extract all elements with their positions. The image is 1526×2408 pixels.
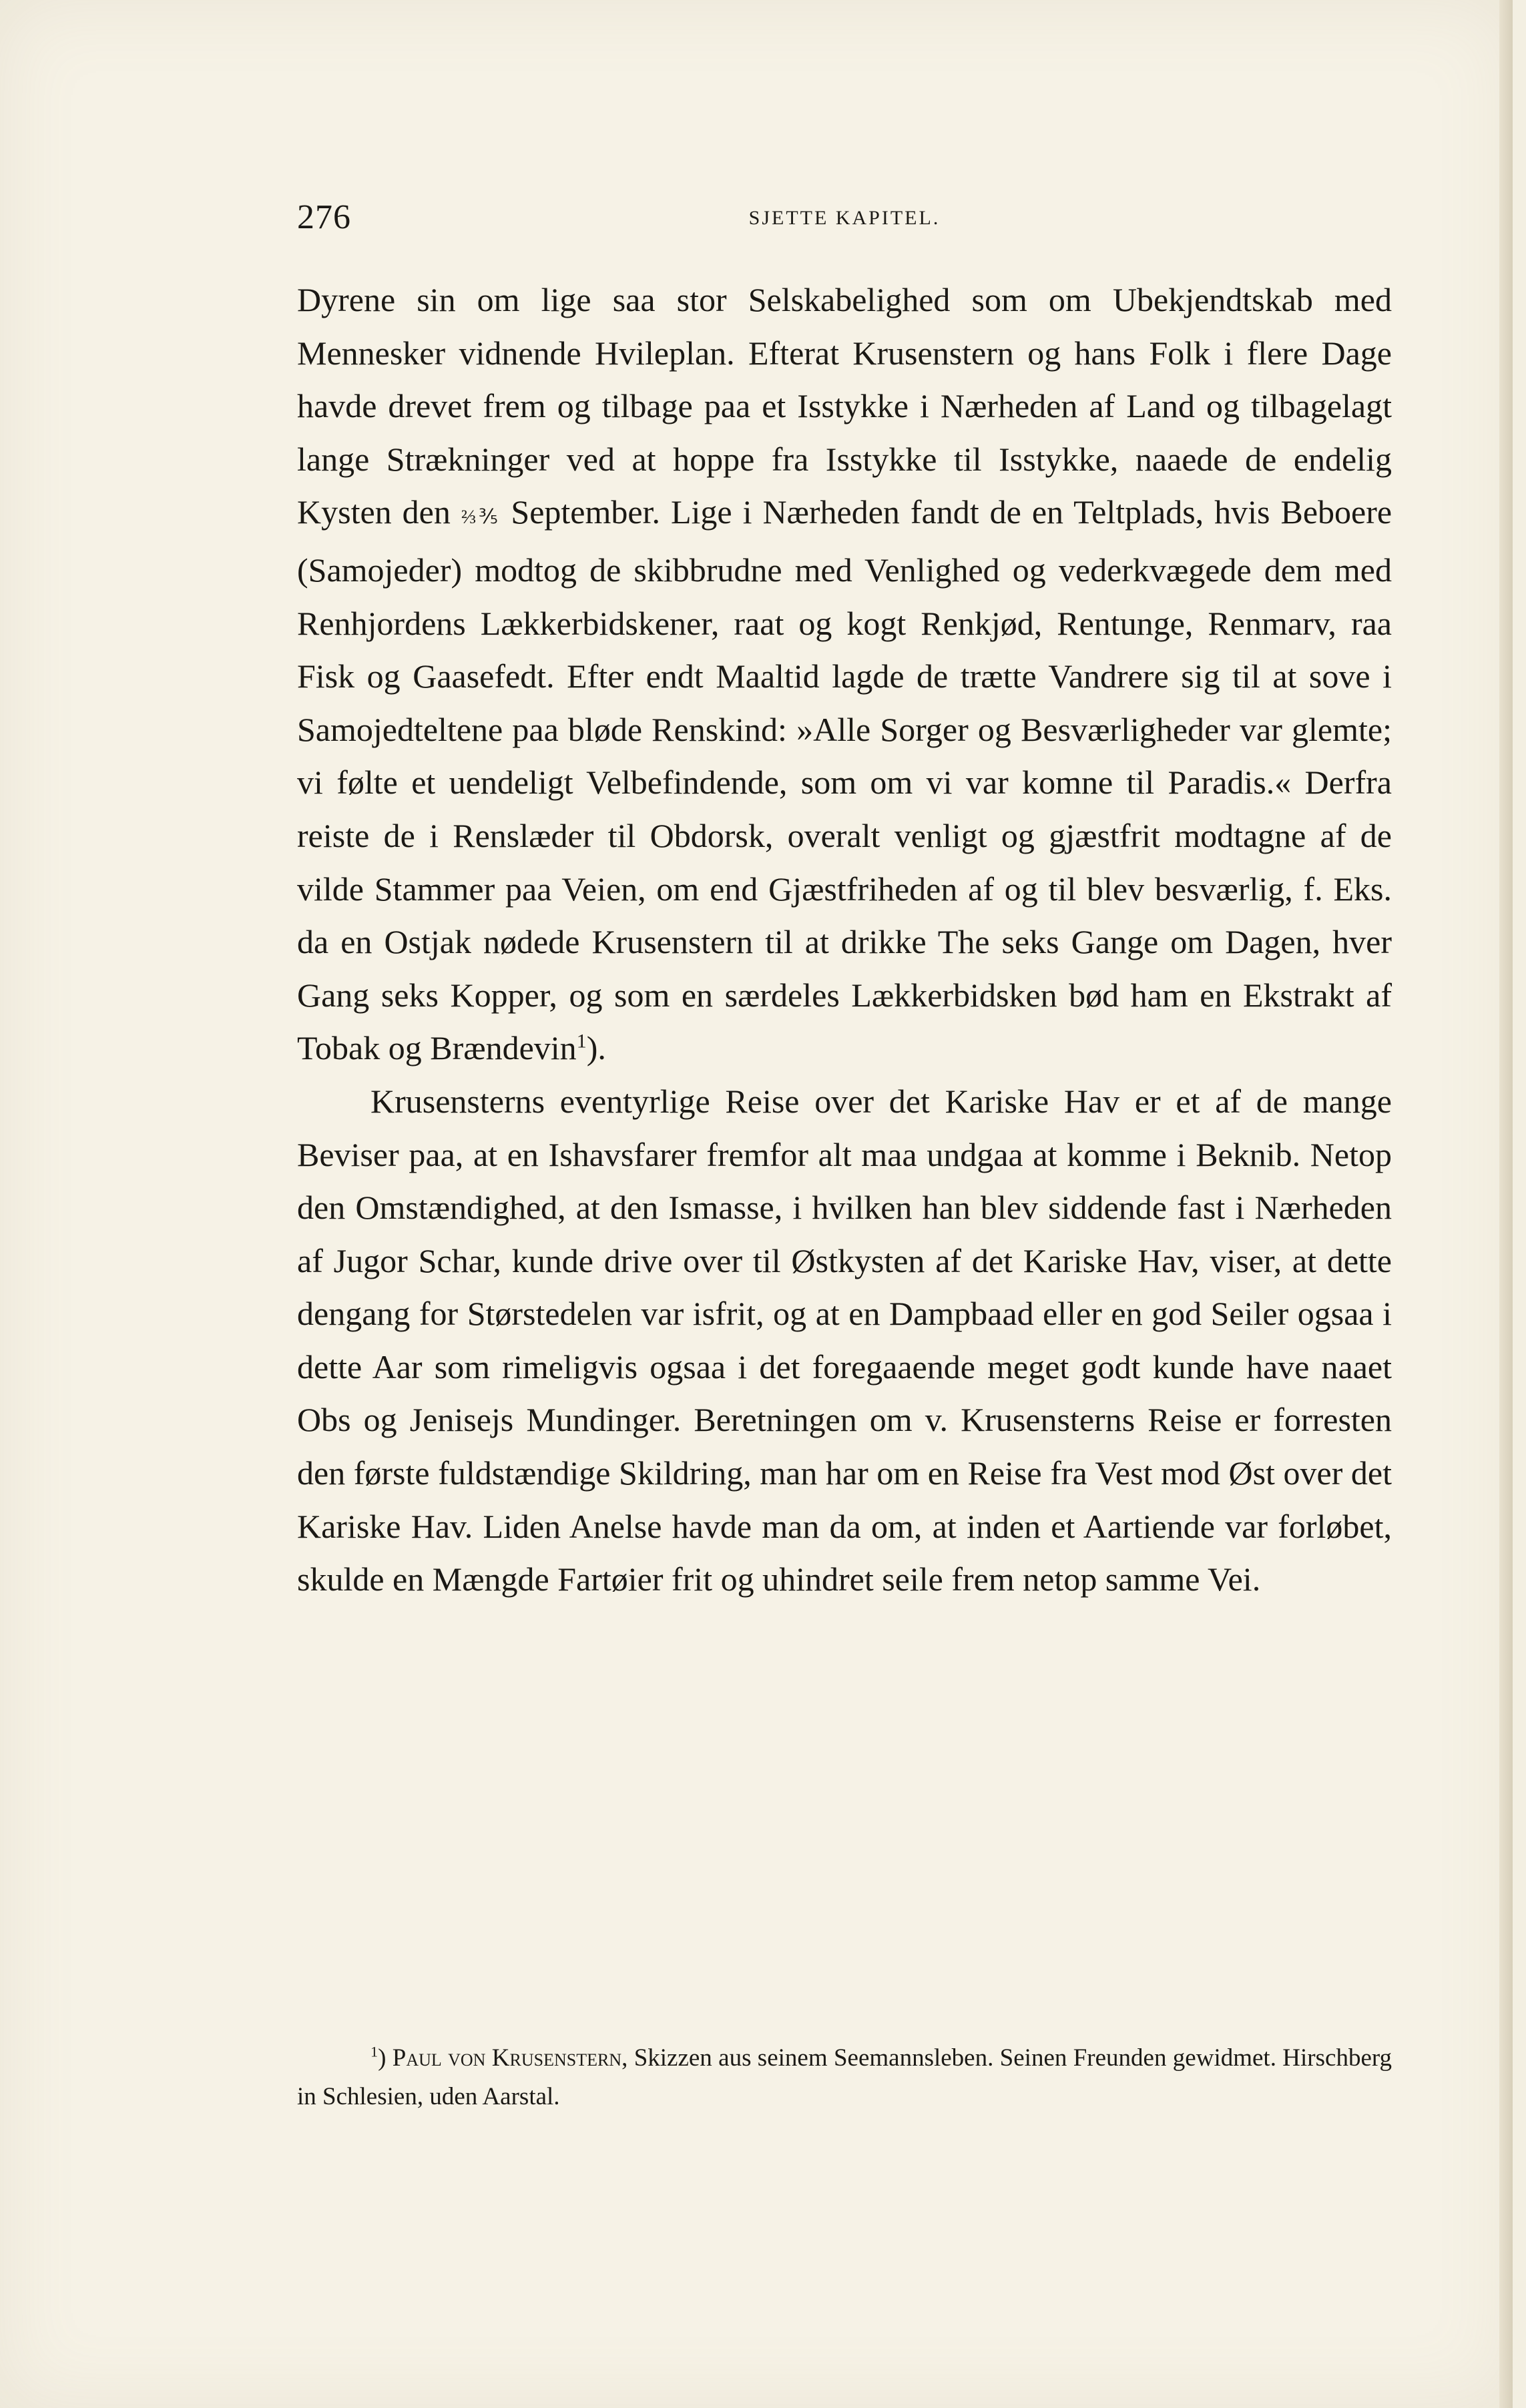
page-edge bbox=[1499, 0, 1513, 2408]
paragraph-2: Krusensterns eventyrlige Reise over det Kariske Hav er et af de mange Beviser paa, at en Ishavsfarer fremfor alt maa undgaa at komme i Beknib. Netop den Omstændighed, at den Ismasse, i hvilken han blev siddende fast i Nærheden af Jugor Schar, kunde drive over til Østkysten af det Kariske Hav, viser, at dette dengang for Størstedelen var isfrit, og at en Dampbaad eller en god Seiler ogsaa i dette Aar som rimeligvis ogsaa i det foregaaende meget godt kunde have naaet Obs og Jenisejs Mundinger. Beretningen om v. Krusensterns Reise er forresten den første fuldstændige Skildring, man har om en Reise fra Vest mod Øst over det Kariske Hav. Liden Anelse havde man da om, at inden et Aartiende var forløbet, skulde en Mængde Fartøier frit og uhindret seile frem netop samme Vei. bbox=[297, 1082, 1392, 1598]
date-fraction: ⅔⅗ bbox=[461, 506, 501, 529]
footnote-marker: 1 bbox=[370, 2043, 378, 2060]
footnote bbox=[297, 2039, 1392, 2116]
page-header bbox=[297, 198, 1392, 251]
paragraph-1-text-b: September. Lige i Nærheden fandt de en Teltplads, hvis Beboere (Samojeder) modtog de skibbrudne med Venlighed og vederkvægede dem med Renhjordens Lækkerbidskener, raat og kogt Renkjød, Rentunge, Renmarv, raa Fisk og Gaasefedt. Efter endt Maaltid lagde de trætte Vandrere sig til at sove i Samojedteltene paa bløde Renskind: »Alle Sorger og Besværligheder var glemte; vi følte et uendeligt Velbefindende, som om vi var komne til Paradis.« Derfra reiste de i Renslæder til Obdorsk, overalt venligt og gjæstfrit modtagne af de vilde Stammer paa Veien, om end Gjæstfriheden af og til blev besværlig, f. Eks. da en Ostjak nødede Krusenstern til at drikke The seks Gange om Dagen, hver Gang seks Kopper, og som en særdeles Lækkerbidsken bød ham en Ekstrakt af Tobak og Brændevin bbox=[297, 493, 1392, 1067]
paragraph-1-text-c: ). bbox=[586, 1029, 606, 1067]
footnote-author: Paul von Krusenstern, bbox=[392, 2044, 628, 2072]
page-number: 276 bbox=[297, 198, 351, 236]
running-head: SJETTE KAPITEL. bbox=[748, 207, 941, 229]
footnote-reference[interactable]: 1 bbox=[576, 1030, 587, 1052]
paragraph-1 bbox=[297, 274, 1392, 1075]
body-text bbox=[297, 274, 1392, 1606]
paragraph-1-text-a: Dyrene sin om lige saa stor Selskabelighed som om Ubekjendtskab med Mennesker vidnende Hvileplan. Efterat Krusenstern og hans Folk i flere Dage havde drevet frem og tilbage paa et Isstykke i Nærheden af Land og tilbagelagt lange Strækninger ved at hoppe fra Isstykke til Isstykke, naaede de endelig Kysten den bbox=[297, 281, 1392, 531]
footnote-marker-close: ) bbox=[378, 2044, 387, 2072]
footnote-text: Skizzen aus seinem Seemannsleben. Seinen Freunden gewidmet. Hirschberg in Schlesien, uden Aarstal. bbox=[297, 2044, 1392, 2110]
